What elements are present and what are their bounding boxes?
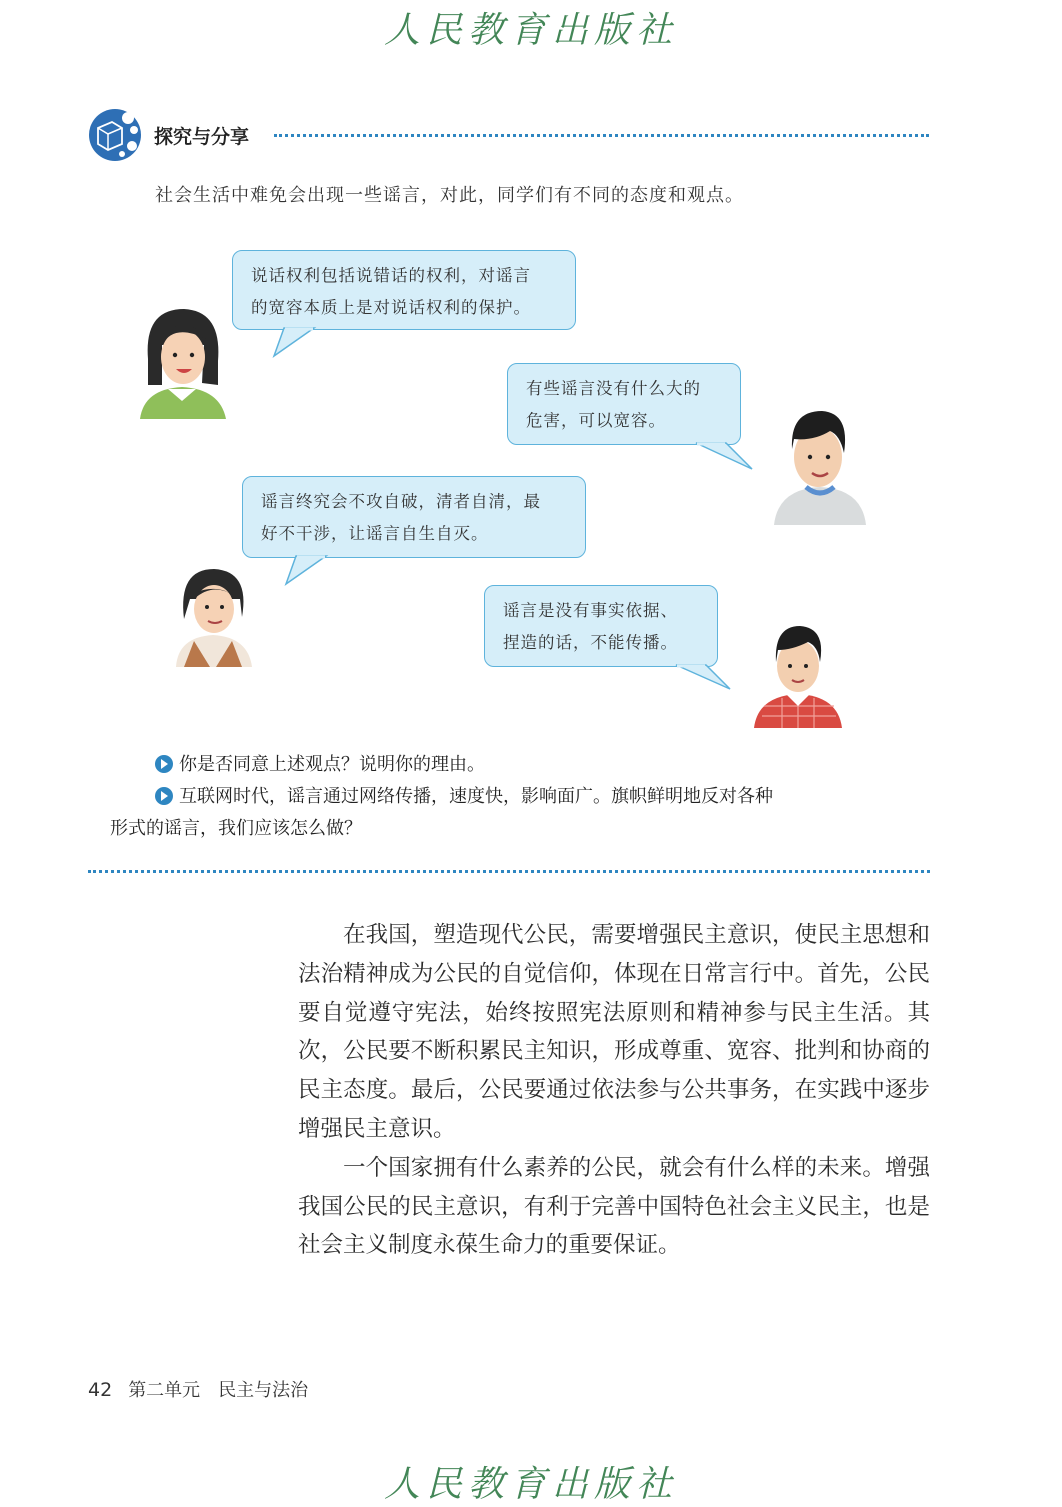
question-2 [155, 781, 773, 813]
unit-label: 第二单元 [128, 1380, 201, 1401]
bubble-3-line-2: 好不干涉，让谣言自生自灭。 [261, 524, 489, 543]
body-text [298, 916, 930, 1265]
boy-1-illustration [770, 405, 870, 525]
section-bottom-dotted-rule [88, 870, 930, 873]
question-2-line-2: 形式的谣言，我们应该怎么做？ [110, 818, 362, 839]
bubble-4-line-1: 谣言是没有事实依据、 [503, 601, 678, 620]
question-1 [155, 749, 485, 781]
section-header [88, 108, 933, 164]
bubble-1-line-1: 说话权利包括说错话的权利，对谣言 [251, 266, 531, 285]
bubble-2-line-1: 有些谣言没有什么大的 [526, 379, 701, 398]
bubble-3-tail [282, 556, 342, 586]
boy-2-illustration [752, 622, 844, 728]
question-2-line-1: 互联网时代，谣言通过网络传播，速度快，影响面广。旗帜鲜明地反对各种 [179, 786, 773, 807]
publisher-watermark-bottom: 人民教育出版社 [383, 1464, 678, 1505]
body-paragraph-2: 一个国家拥有什么素养的公民，就会有什么样的未来。增强我国公民的民主意识，有利于完善中国特色社会主义民主，也是社会主义制度永葆生命力的重要保证。 [298, 1154, 930, 1259]
page-number: 42 [88, 1379, 113, 1401]
unit-title: 民主与法治 [218, 1380, 309, 1401]
explore-share-icon [88, 108, 142, 162]
bubble-3-line-1: 谣言终究会不攻自破，清者自清，最 [261, 492, 541, 511]
girl-2-illustration [170, 563, 256, 667]
section-title: 探究与分享 [154, 126, 250, 148]
girl-1-illustration [134, 305, 230, 419]
speech-bubble-4 [484, 585, 718, 667]
speech-bubble-1 [232, 250, 576, 330]
speech-bubble-3 [242, 476, 586, 558]
body-paragraph-1: 在我国，塑造现代公民，需要增强民主意识，使民主思想和法治精神成为公民的自觉信仰，体现在日常言行中。首先，公民要自觉遵守宪法，始终按照宪法原则和精神参与民主生活。其次，公民要不断积累民主知识，形成尊重、宽容、批判和协商的民主态度。最后，公民要通过依法参与公共事务，在实践中逐步增强民主意识。 [298, 922, 930, 1142]
bubble-2-line-2: 危害，可以宽容。 [526, 411, 666, 430]
speech-bubble-2 [507, 363, 741, 445]
question-1-text: 你是否同意上述观点？说明你的理由。 [179, 754, 485, 775]
arrow-bullet-icon [155, 755, 173, 773]
arrow-bullet-icon [155, 787, 173, 805]
page-footer [88, 1376, 308, 1402]
question-2-continued [110, 813, 362, 845]
bubble-1-tail [270, 328, 330, 360]
bubble-4-line-2: 捏造的话，不能传播。 [503, 633, 678, 652]
section-intro: 社会生活中难免会出现一些谣言，对此，同学们有不同的态度和观点。 [155, 185, 744, 206]
bubble-2-tail [690, 443, 756, 473]
publisher-watermark-top: 人民教育出版社 [383, 10, 678, 51]
bubble-4-tail [670, 665, 734, 693]
section-dotted-rule [274, 134, 929, 137]
bubble-1-line-2: 的宽容本质上是对说话权利的保护。 [251, 298, 531, 317]
